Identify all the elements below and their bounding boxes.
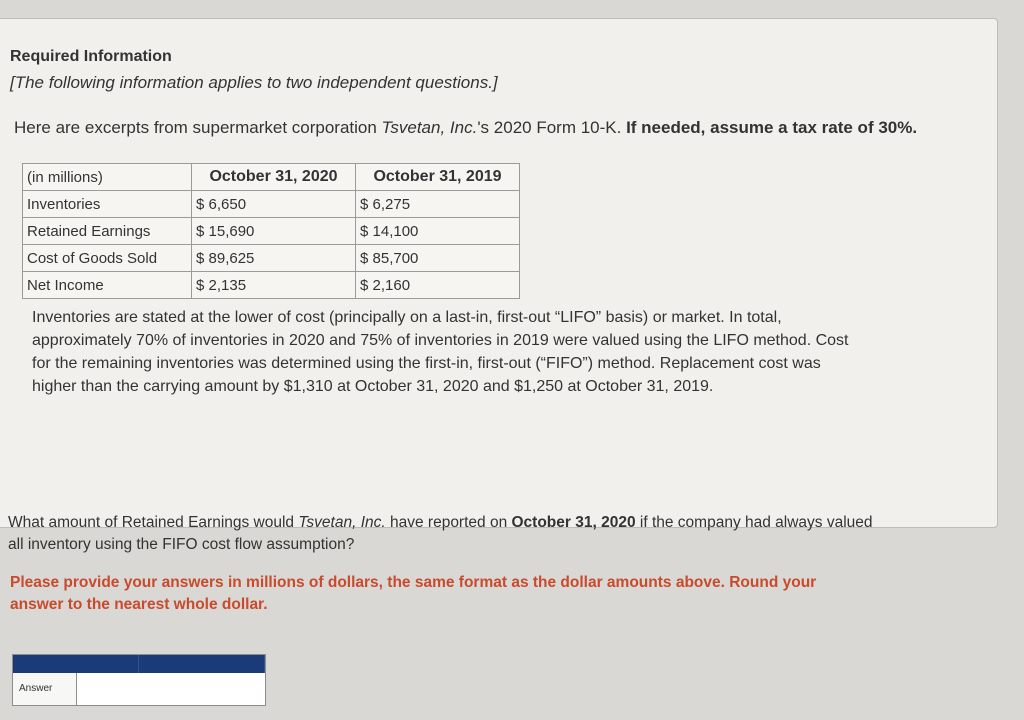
question-part1: What amount of Retained Earnings would xyxy=(8,514,299,531)
intro-suffix: 's 2020 Form 10-K. xyxy=(477,118,627,137)
table-row xyxy=(23,218,520,245)
row-label: Cost of Goods Sold xyxy=(23,245,192,272)
answer-row xyxy=(13,673,265,705)
value-2020: $ 89,625 xyxy=(192,245,356,272)
value-2020: $ 6,650 xyxy=(192,191,356,218)
value-2020: $ 15,690 xyxy=(192,218,356,245)
answer-table xyxy=(12,654,266,706)
column-header-2020: October 31, 2020 xyxy=(192,164,356,191)
question-company: Tsvetan, Inc. xyxy=(298,514,386,531)
required-information-heading: Required Information xyxy=(10,48,172,65)
column-header-2019: October 31, 2019 xyxy=(356,164,520,191)
intro-text xyxy=(14,118,917,138)
answer-input[interactable] xyxy=(77,673,265,705)
value-2019: $ 14,100 xyxy=(356,218,520,245)
table-row xyxy=(23,272,520,299)
question-date: October 31, 2020 xyxy=(511,514,636,531)
question-part2: have reported on xyxy=(385,514,512,531)
answer-instruction: Please provide your answers in millions of dollars, the same format as the dollar amounts above. Round your answer to the nearest whole dollar. xyxy=(10,574,817,613)
table-row xyxy=(23,191,520,218)
units-header: (in millions) xyxy=(23,164,192,191)
table-header-row xyxy=(23,164,520,191)
question-text xyxy=(8,512,878,556)
intro-tax-note: If needed, assume a tax rate of 30%. xyxy=(626,118,918,137)
row-label: Net Income xyxy=(23,272,192,299)
intro-prefix: Here are excerpts from supermarket corporation xyxy=(14,118,382,137)
row-label: Retained Earnings xyxy=(23,218,192,245)
intro-company: Tsvetan, Inc. xyxy=(381,118,478,137)
value-2019: $ 2,160 xyxy=(356,272,520,299)
value-2019: $ 6,275 xyxy=(356,191,520,218)
answer-label: Answer xyxy=(13,673,77,705)
value-2020: $ 2,135 xyxy=(192,272,356,299)
table-row xyxy=(23,245,520,272)
row-label: Inventories xyxy=(23,191,192,218)
note-text: [The following information applies to two independent questions.] xyxy=(10,73,498,92)
financial-excerpt-table xyxy=(22,163,520,299)
question-part3: if the company had always valued all inventory using the FIFO cost flow assumption? xyxy=(8,514,873,553)
value-2019: $ 85,700 xyxy=(356,245,520,272)
inventory-policy-paragraph: Inventories are stated at the lower of cost (principally on a last-in, first-out “LIFO” basis) or market. In total, approximately 70% of inventories in 2020 and 75% of inventories in 2019 were valued using the LIFO method. Cost for the remaining inventories was determined using the first-in, first-out (“FIFO”) method. Replacement cost was higher than the carrying amount by $1,310 at October 31, 2020 and $1,250 at October 31, 2019. xyxy=(32,309,849,395)
answer-table-header xyxy=(13,655,265,673)
